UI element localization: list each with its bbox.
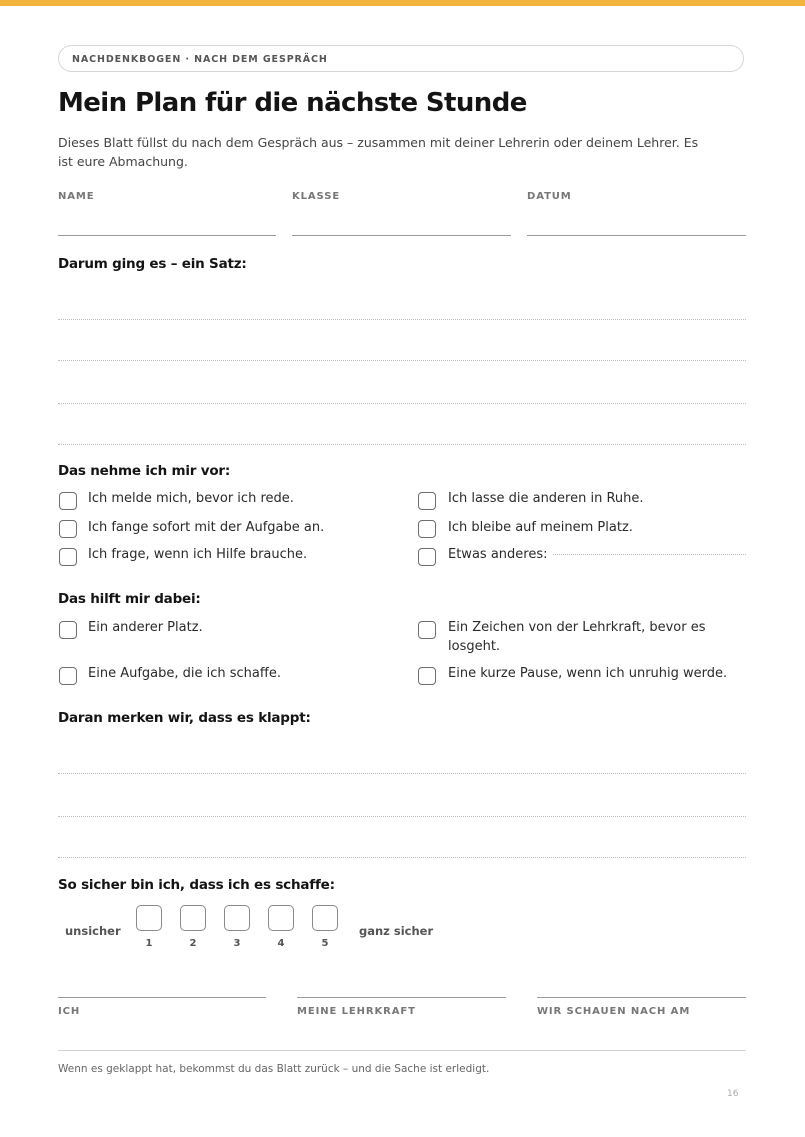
summary-heading: Darum ging es – ein Satz:: [58, 256, 247, 272]
confidence-heading: So sicher bin ich, dass ich es schaffe:: [58, 877, 335, 893]
class-label: KLASSE: [292, 191, 341, 202]
date-field[interactable]: [527, 235, 746, 236]
intentions-heading: Das nehme ich mir vor:: [58, 463, 231, 479]
intro-text: Dieses Blatt füllst du nach dem Gespräch aus – zusammen mit deiner Lehrerin oder deinem Lehrer. Es ist eure Abmachung.: [58, 135, 699, 169]
name-label: NAME: [58, 191, 95, 202]
intention-option-1: Ich melde mich, bevor ich rede.: [88, 491, 294, 506]
footer-divider: [58, 1050, 746, 1051]
signature-me-field[interactable]: [58, 997, 266, 998]
page-number: 16: [727, 1089, 739, 1099]
confidence-box-2[interactable]: [180, 905, 206, 931]
confidence-number-4: 4: [277, 938, 285, 949]
confidence-high-label: ganz sicher: [359, 924, 434, 938]
intention-checkbox-5[interactable]: [59, 548, 77, 566]
intention-checkbox-6[interactable]: [418, 548, 436, 566]
help-option-2: Ein Zeichen von der Lehrkraft, bevor es losgeht.: [448, 620, 706, 654]
eyebrow-tag: [58, 45, 744, 72]
intention-checkbox-4[interactable]: [418, 520, 436, 538]
confidence-low-label: unsicher: [65, 924, 121, 938]
signature-me-label: ICH: [58, 1006, 81, 1017]
help-option-1: Ein anderer Platz.: [88, 620, 203, 635]
success-heading: Daran merken wir, dass es klappt:: [58, 710, 311, 726]
success-line-2[interactable]: [58, 816, 746, 817]
class-field[interactable]: [292, 235, 511, 236]
confidence-box-5[interactable]: [312, 905, 338, 931]
intention-option-4: Ich bleibe auf meinem Platz.: [448, 520, 633, 535]
eyebrow-text: NACHDENKBOGEN · NACH DEM GESPRÄCH: [72, 54, 328, 65]
intention-option-6: Etwas anderes:: [448, 547, 548, 562]
review-date-label: WIR SCHAUEN NACH AM: [537, 1006, 691, 1017]
confidence-number-1: 1: [145, 938, 153, 949]
summary-line-3[interactable]: [58, 403, 746, 404]
accent-bar: [0, 0, 805, 6]
confidence-number-5: 5: [321, 938, 329, 949]
other-intention-field[interactable]: [553, 554, 746, 555]
date-label: DATUM: [527, 191, 572, 202]
confidence-box-3[interactable]: [224, 905, 250, 931]
help-checkbox-4[interactable]: [418, 667, 436, 685]
help-checkbox-1[interactable]: [59, 621, 77, 639]
footer-note: Wenn es geklappt hat, bekommst du das Blatt zurück – und die Sache ist erledigt.: [58, 1063, 490, 1075]
signature-teacher-label: MEINE LEHRKRAFT: [297, 1006, 416, 1017]
helps-heading: Das hilft mir dabei:: [58, 591, 201, 607]
help-option-3: Eine Aufgabe, die ich schaffe.: [88, 666, 281, 681]
confidence-number-2: 2: [189, 938, 197, 949]
help-option-4: Eine kurze Pause, wenn ich unruhig werde.: [448, 666, 728, 681]
summary-line-1[interactable]: [58, 319, 746, 320]
success-line-3[interactable]: [58, 857, 746, 858]
help-checkbox-2[interactable]: [418, 621, 436, 639]
intention-option-5: Ich frage, wenn ich Hilfe brauche.: [88, 547, 308, 562]
intention-checkbox-1[interactable]: [59, 492, 77, 510]
help-checkbox-3[interactable]: [59, 667, 77, 685]
confidence-number-3: 3: [233, 938, 241, 949]
page-title: Mein Plan für die nächste Stunde: [58, 88, 527, 118]
success-line-1[interactable]: [58, 773, 746, 774]
signature-teacher-field[interactable]: [297, 997, 506, 998]
summary-line-2[interactable]: [58, 360, 746, 361]
name-field[interactable]: [58, 235, 276, 236]
intention-checkbox-2[interactable]: [418, 492, 436, 510]
confidence-box-1[interactable]: [136, 905, 162, 931]
summary-line-4[interactable]: [58, 444, 746, 445]
intention-option-2: Ich lasse die anderen in Ruhe.: [448, 491, 644, 506]
intention-option-3: Ich fange sofort mit der Aufgabe an.: [88, 520, 325, 535]
review-date-field[interactable]: [537, 997, 746, 998]
confidence-box-4[interactable]: [268, 905, 294, 931]
intention-checkbox-3[interactable]: [59, 520, 77, 538]
